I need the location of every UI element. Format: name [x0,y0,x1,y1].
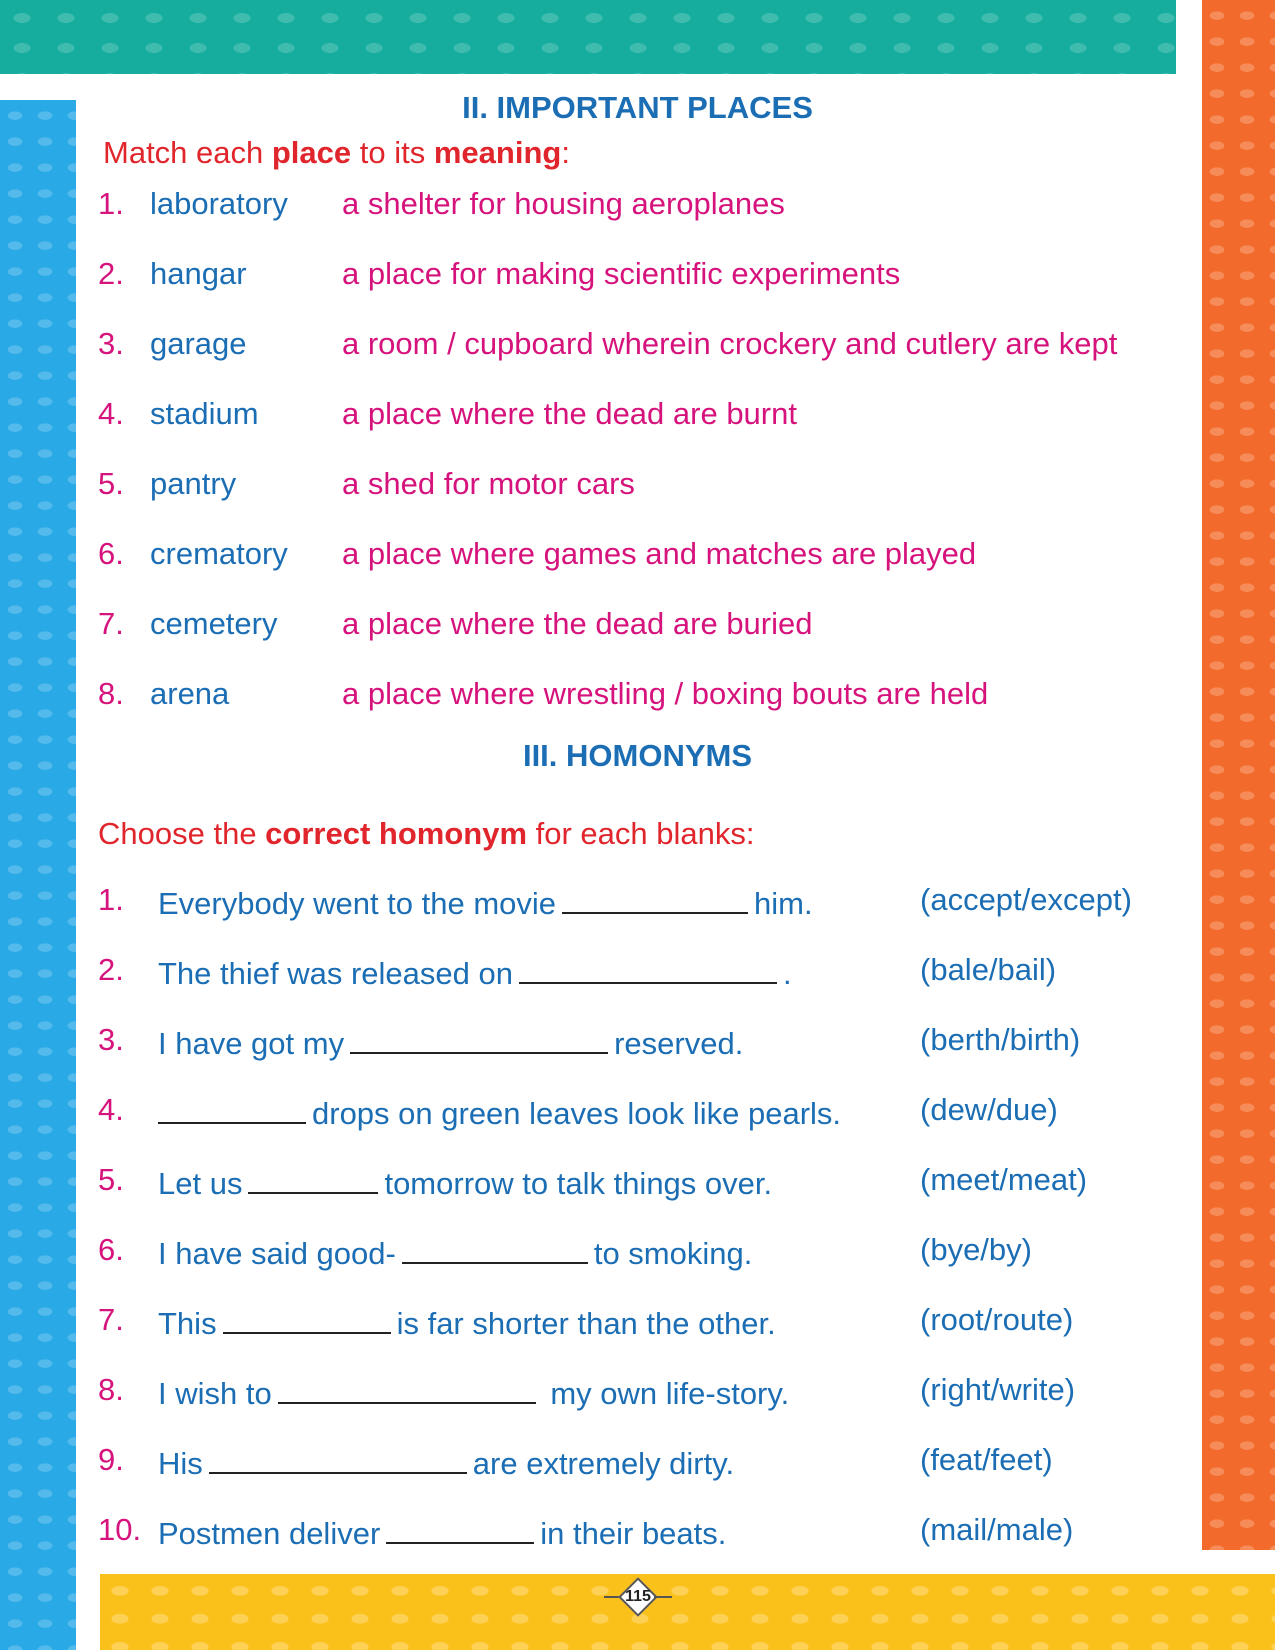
item-number: 1. [98,186,124,221]
sentence-after: in their beats. [540,1516,727,1551]
sentence-after: my own life-story. [541,1376,790,1411]
place-word: arena [150,676,230,711]
item-number: 7. [98,606,124,641]
sentence-after: him. [754,886,813,921]
homonym-options: (root/route) [920,1302,1074,1337]
homonym-row [98,1302,1158,1342]
item-number: 4. [98,396,124,431]
instruction-bold-correct-homonym: correct homonym [265,816,528,851]
section-2-instruction [103,135,570,171]
instruction-text: to its [351,135,434,170]
place-word: pantry [150,466,237,501]
homonym-row [98,1442,1158,1482]
instruction-text: Choose the [98,816,266,851]
item-number: 4. [98,1092,124,1127]
sentence [158,1162,772,1202]
sentence-before: Let us [158,1166,243,1201]
item-number: 8. [98,676,124,711]
homonym-options: (feat/feet) [920,1442,1053,1477]
homonym-row [98,1022,1158,1062]
sentence [158,1372,789,1412]
place-word: hangar [150,256,247,291]
item-number: 2. [98,952,124,987]
item-number: 1. [98,882,124,917]
place-word: cemetery [150,606,278,641]
homonym-row [98,882,1158,922]
answer-blank[interactable] [402,1232,588,1264]
item-number: 9. [98,1442,124,1477]
answer-blank[interactable] [562,882,748,914]
item-number: 3. [98,326,124,361]
place-word: crematory [150,536,288,571]
item-number: 6. [98,1232,124,1267]
item-number: 6. [98,536,124,571]
left-decorative-band [0,100,76,1650]
homonym-row [98,1162,1158,1202]
item-number: 3. [98,1022,124,1057]
sentence [158,1302,776,1342]
top-decorative-band [0,0,1176,74]
answer-blank[interactable] [209,1442,467,1474]
place-word: laboratory [150,186,288,221]
place-meaning: a shed for motor cars [342,466,635,501]
badge-line-right [654,1596,672,1598]
item-number: 5. [98,466,124,501]
homonym-options: (bye/by) [920,1232,1032,1267]
homonym-row [98,1372,1158,1412]
place-word: stadium [150,396,259,431]
sentence [158,1092,841,1132]
place-meaning: a shelter for housing aeroplanes [342,186,785,221]
sentence-after: drops on green leaves look like pearls. [312,1096,842,1131]
sentence [158,1442,734,1482]
homonym-row [98,1092,1158,1132]
sentence-before: The thief was released on [158,956,513,991]
sentence [158,1232,752,1272]
homonym-row [98,1232,1158,1272]
answer-blank[interactable] [278,1372,536,1404]
sentence-before: Everybody went to the movie [158,886,557,921]
sentence-before: I wish to [158,1376,272,1411]
instruction-bold-place: place [271,135,352,170]
sentence-before: This [158,1306,217,1341]
sentence [158,882,813,922]
homonym-options: (berth/birth) [920,1022,1081,1057]
item-number: 5. [98,1162,124,1197]
sentence-after: to smoking. [593,1236,753,1271]
sentence-before: I have got my [158,1026,345,1061]
item-number: 7. [98,1302,124,1337]
section-3-title: III. HOMONYMS [522,738,753,773]
item-number: 2. [98,256,124,291]
sentence-before: His [158,1446,203,1481]
sentence [158,952,792,992]
sentence [158,1022,743,1062]
place-meaning: a place where games and matches are played [342,536,977,571]
homonym-options: (dew/due) [920,1092,1058,1127]
place-meaning: a place for making scientific experiments [342,256,901,291]
answer-blank[interactable] [350,1022,608,1054]
instruction-text: for each blanks: [527,816,755,851]
answer-blank[interactable] [223,1302,391,1334]
sentence-after: reserved. [614,1026,744,1061]
answer-blank[interactable] [158,1092,306,1124]
sentence-after: . [783,956,792,991]
homonym-options: (mail/male) [920,1512,1074,1547]
homonym-options: (right/write) [920,1372,1076,1407]
bottom-decorative-band [100,1574,1275,1650]
place-meaning: a place where the dead are buried [342,606,813,641]
answer-blank[interactable] [386,1512,534,1544]
sentence [158,1512,726,1552]
sentence-after: tomorrow to talk things over. [384,1166,773,1201]
homonym-row [98,952,1158,992]
place-meaning: a place where the dead are burnt [342,396,797,431]
instruction-text: : [561,135,570,170]
sentence-before: Postmen deliver [158,1516,381,1551]
page-number: 115 [625,1588,651,1605]
section-2-title: II. IMPORTANT PLACES [462,90,813,125]
place-meaning: a room / cupboard wherein crockery and cutlery are kept [342,326,1118,361]
answer-blank[interactable] [519,952,777,984]
homonym-options: (meet/meat) [920,1162,1088,1197]
instruction-bold-meaning: meaning [433,135,562,170]
sentence-after: are extremely dirty. [472,1446,735,1481]
instruction-text: Match each [103,135,272,170]
homonym-row [98,1512,1158,1552]
item-number: 10. [98,1512,142,1547]
sentence-before: I have said good- [158,1236,396,1271]
sentence-after: is far shorter than the other. [396,1306,776,1341]
place-word: garage [150,326,247,361]
place-meaning: a place where wrestling / boxing bouts are held [342,676,989,711]
answer-blank[interactable] [248,1162,378,1194]
homonym-options: (accept/except) [920,882,1132,917]
page-number-badge [610,1580,666,1614]
right-decorative-band [1202,0,1275,1550]
section-3-instruction [98,816,754,852]
item-number: 8. [98,1372,124,1407]
homonym-options: (bale/bail) [920,952,1057,987]
